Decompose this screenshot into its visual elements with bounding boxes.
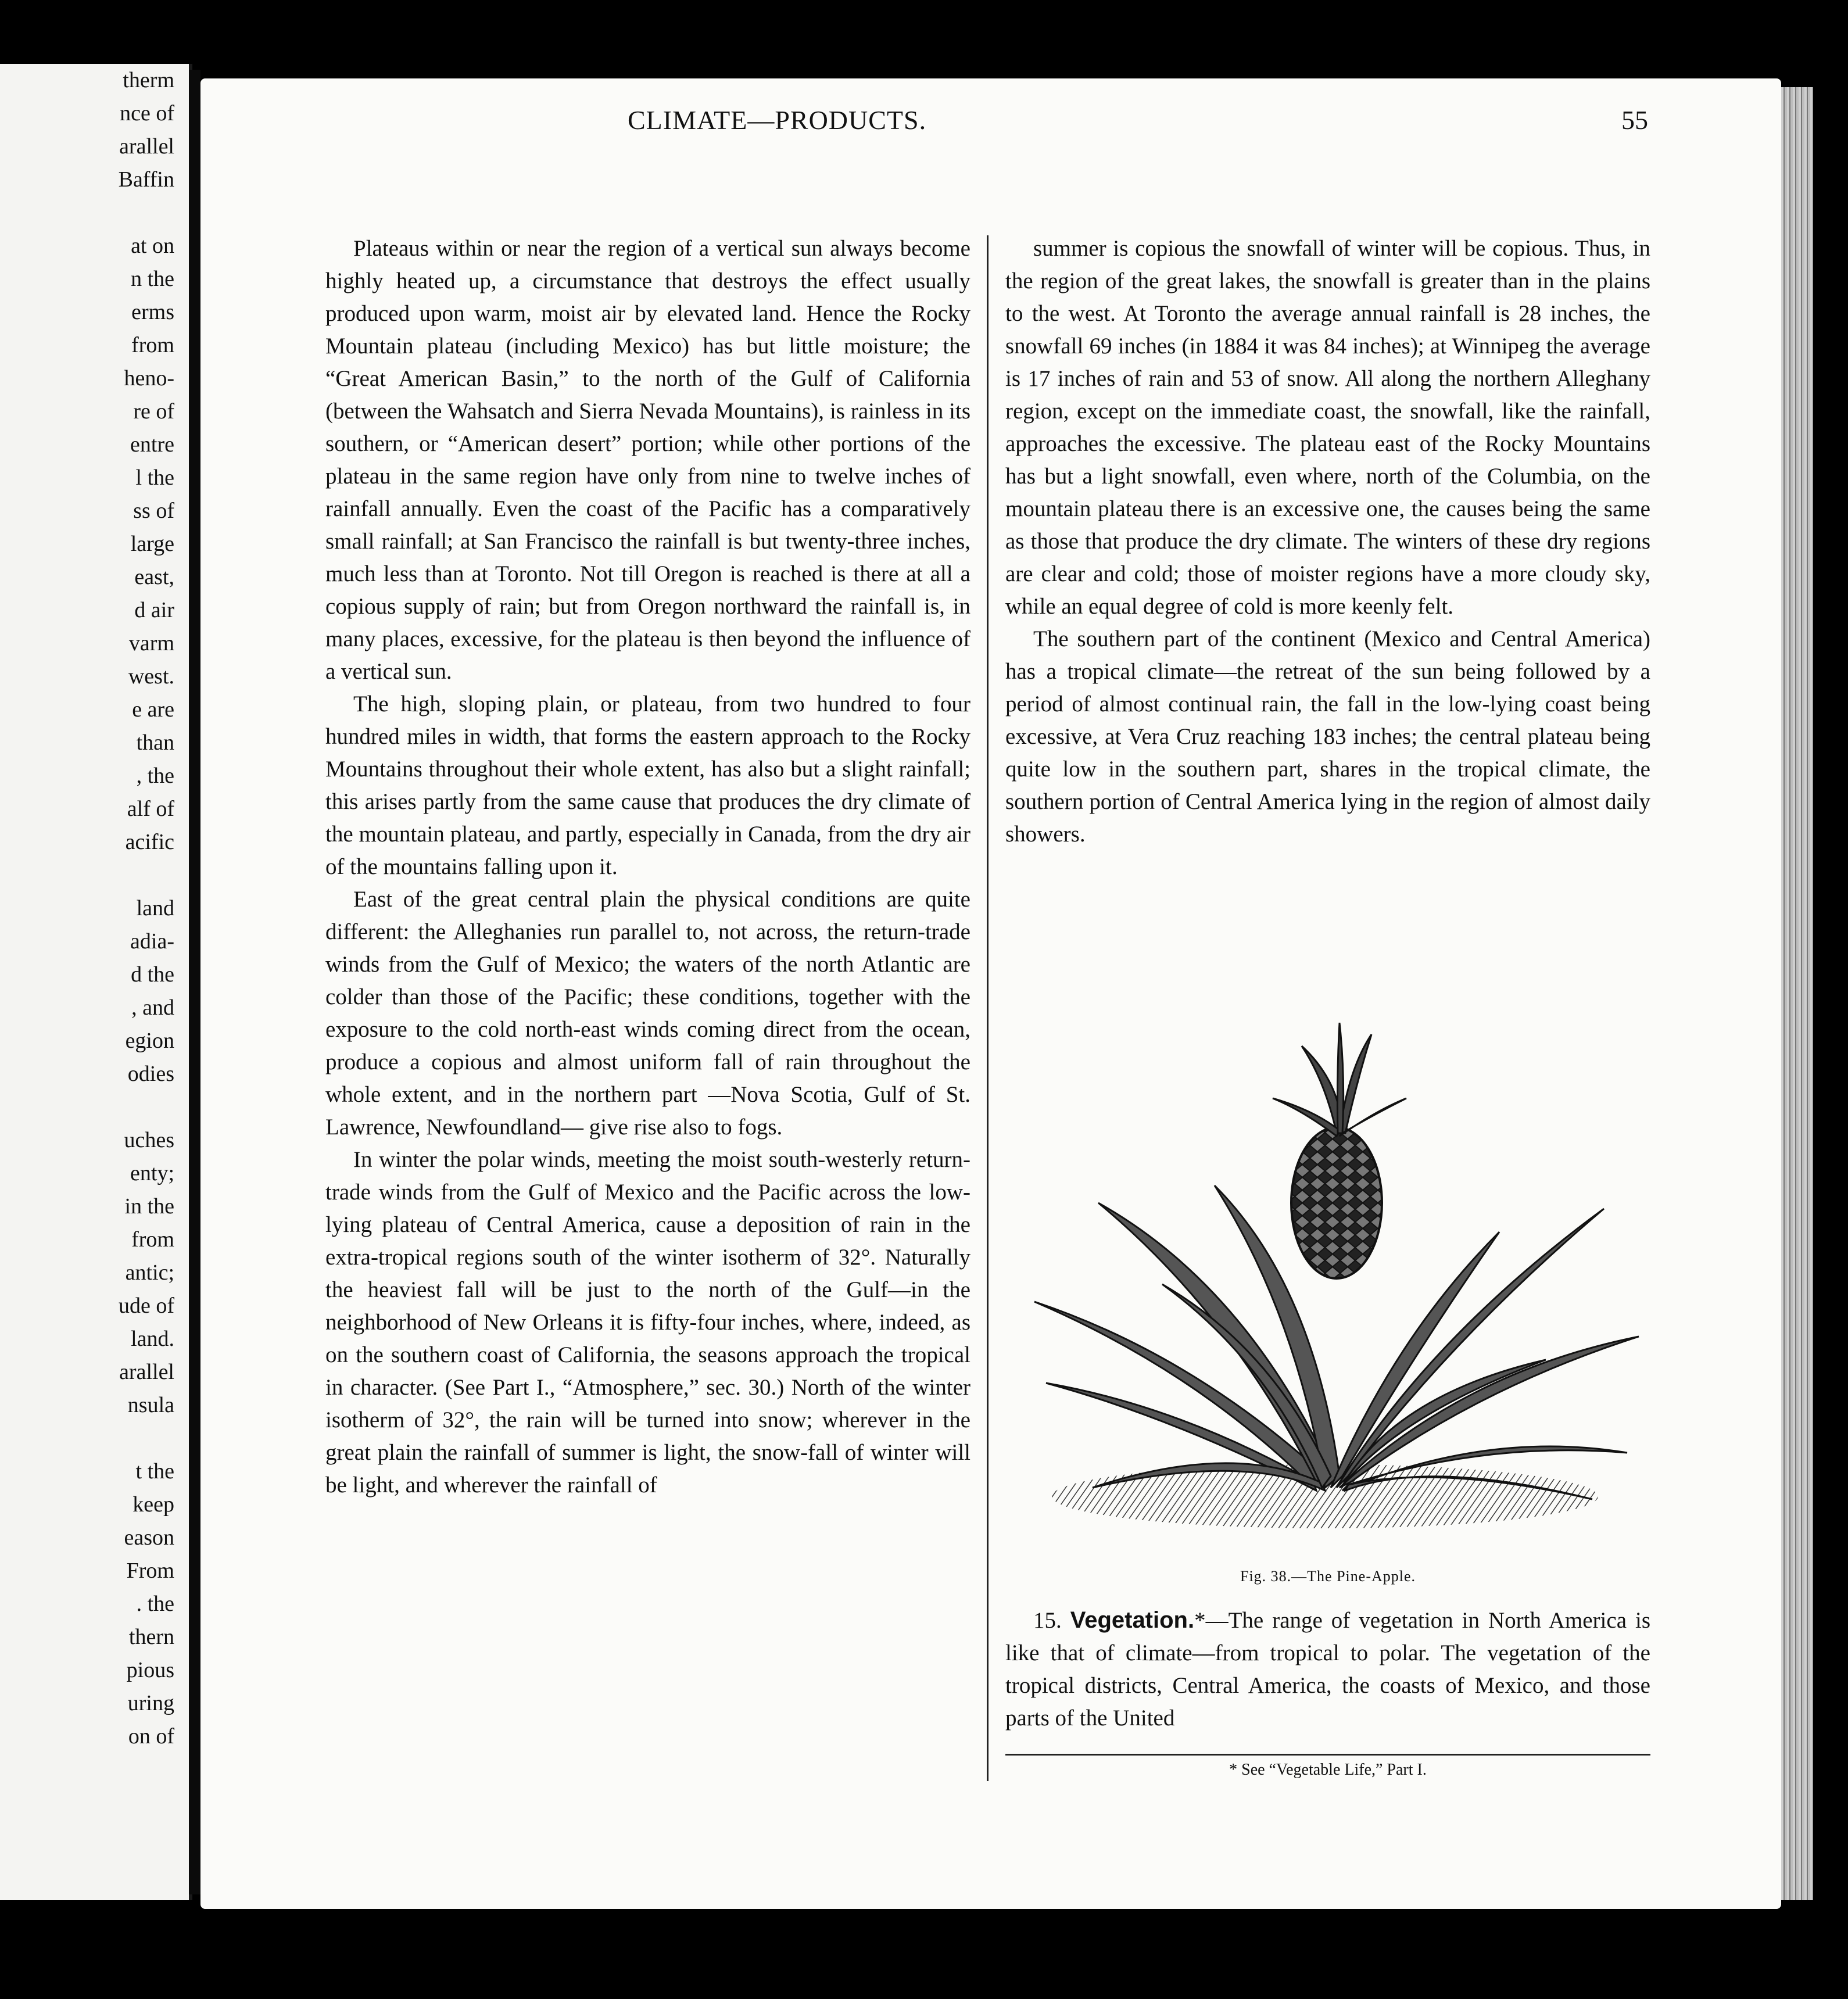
facing-page-fragment: n the [131,267,174,291]
facing-page-fragment: from [131,1227,174,1252]
facing-page-fragment: uring [127,1691,174,1715]
facing-page-fragment: l the [135,465,174,490]
facing-page-fragment: thern [128,1625,174,1649]
facing-page-fragment: egion [125,1029,174,1053]
facing-page-fragment: west. [128,664,174,689]
facing-page-fragment: t the [135,1459,174,1484]
facing-page-fragment: . the [136,1592,174,1616]
facing-page-fragment: in the [124,1194,174,1219]
facing-page-fragment: e are [132,697,174,722]
facing-page-fragment: arallel [119,1360,174,1384]
facing-page-text [0,64,174,1753]
facing-page-fragment: uches [124,1128,174,1152]
facing-page-fragment: therm [123,68,174,92]
facing-page-fragment: entre [130,432,174,457]
left-text-column [325,232,970,1502]
facing-page-fragment: east, [134,565,174,589]
right-text-column [1005,232,1650,851]
section-15 [1005,1604,1650,1735]
column-divider [987,235,989,1781]
section-paragraph [1005,1604,1650,1735]
facing-page-fragment: From [126,1559,174,1583]
figure-caption: Fig. 38.—The Pine-Apple. [1240,1568,1416,1585]
facing-page-fragment: ss of [133,499,174,523]
section-heading: Vegetation. [1070,1607,1195,1633]
facing-page-fragment: at on [131,234,174,258]
facing-page-fragment: , the [136,764,174,788]
section-number: 15. [1033,1608,1062,1633]
facing-page-fragment: large [130,532,174,556]
facing-page-fragment: land [136,896,174,920]
footnote: * See “Vegetable Life,” Part I. [1229,1761,1427,1779]
page-edge [1781,87,1813,1900]
facing-page-fragment: erms [131,300,174,324]
facing-page-fragment: from [131,333,174,357]
facing-page-fragment: arallel [119,134,174,159]
paragraph: The high, sloping plain, or plateau, from two hundred to four hundred miles in width, that forms the eastern approach to the Rocky Mountains throughout their whole extent, has also but a slight rainfall; this arises partly from the same cause that produces the dry climate of the mountain plateau, and partly, especially in Canada, from the dry air of the mountains falling upon it. [325,692,970,879]
facing-page-fragment: enty; [130,1161,174,1185]
facing-page-fragment: d the [131,962,174,987]
book-gutter [189,70,200,1894]
facing-page [0,64,192,1900]
paragraph: The southern part of the continent (Mexico and Central America) has a tropical climate—the retreat of the sun being followed by a period of almost continual rain, the fall in the low-lying coast being excessive, at Vera Cruz reaching 183 inches; the central plateau being quite low in the southern part, shares in the tropical climate, the southern portion of Central America lying in the region of almost daily showers. [1005,626,1650,847]
facing-page-fragment: Baffin [118,167,174,192]
facing-page-fragment: alf of [127,797,174,821]
facing-page-fragment: re of [133,399,174,424]
paragraph: East of the great central plain the physical conditions are quite different: the Alleghanies run parallel to, not across, the return-trade winds from the Gulf of Mexico; the waters of the north Atlantic are colder than those of the Pacific; these conditions, together with the exposure to the cold north-east winds coming direct from the ocean, produce a copious and almost uniform fall of rain throughout the whole extent, and in the northern part —Nova Scotia, Gulf of St. Lawrence, Newfoundland— give rise also to fogs. [325,887,970,1140]
facing-page-fragment: antic; [125,1260,174,1285]
facing-page-fragment: keep [132,1492,174,1517]
facing-page-fragment: pious [126,1658,174,1682]
facing-page-fragment: nsula [127,1393,174,1417]
facing-page-fragment: varm [128,631,174,655]
facing-page-fragment [0,196,174,230]
facing-page-fragment: than [136,730,174,755]
facing-page-fragment: on of [128,1724,174,1749]
facing-page-fragment [0,1091,174,1124]
page-number: 55 [1621,105,1648,135]
paragraph: Plateaus within or near the region of a vertical sun always become highly heated up, a circumstance that destroys the effect usually produced upon warm, moist air by elevated land. Hence the Rocky Mountain plateau (including Mexico) has but little moisture; the “Great American Basin,” to the north of the Gulf of California (between the Wahsatch and Sierra Nevada Mountains), is rainless in its southern, or “American desert” portion; while other portions of the plateau in the same region have only from nine to twelve inches of rainfall annually. Even the coast of the Pacific has a comparatively small rainfall; at San Francisco the rainfall is but twenty-three inches, much less than at Toronto. Not till Oregon is reached is there at all a copious supply of rain; but from Oregon northward the rainfall is, in many places, excessive, for the plateau is then beyond the influence of a vertical sun. [325,236,970,684]
facing-page-fragment: ude of [118,1294,174,1318]
footnote-marker: * [1194,1608,1206,1633]
facing-page-fragment [0,1422,174,1455]
pineapple-figure [1023,1011,1650,1546]
facing-page-fragment [0,859,174,892]
facing-page-fragment: , and [131,995,174,1020]
facing-page-fragment: adia- [130,929,174,954]
facing-page-fragment: d air [134,598,174,622]
facing-page-fragment: heno- [124,366,174,391]
facing-page-fragment: nce of [120,101,174,126]
facing-page-fragment: eason [124,1525,174,1550]
facing-page-fragment: land. [131,1327,174,1351]
pineapple-plant-icon [1023,1011,1650,1546]
paragraph: In winter the polar winds, meeting the moist south-westerly return-trade winds from the Gulf of Mexico and the Pacific across the low-lying plateau of Central America, cause a deposition of rain in the extra-tropical regions south of the winter isotherm of 32°. Naturally the heaviest fall will be just to the north of the Gulf—in the neighborhood of New Orleans it is fifty-four inches, where, indeed, as on the southern coast of California, the seasons approach the tropical in character. (See Part I., “Atmosphere,” sec. 30.) North of the winter isotherm of 32°, the rain will be turned into snow; wherever in the great plain the rainfall of summer is light, the snow-fall of winter will be light, and wherever the rainfall of [325,1147,970,1498]
facing-page-fragment: acific [125,830,174,854]
footnote-rule [1005,1754,1650,1756]
section-text: —The range of vegetation in North America is like that of climate—from tropical to polar. The vegetation of the tropical districts, Central America, the coasts of Mexico, and those parts of the United [1005,1608,1650,1731]
paragraph: summer is copious the snowfall of winter will be copious. Thus, in the region of the great lakes, the snowfall is greater than in the plains to the west. At Toronto the average annual rainfall is 28 inches, the snowfall 69 inches (in 1884 it was 84 inches); at Winnipeg the average is 17 inches of rain and 53 of snow. All along the northern Alleghany region, except on the immediate coast, the snowfall, like the rainfall, approaches the excessive. The plateau east of the Rocky Mountains has but a light snowfall, even where, north of the Columbia, on the mountain plateau there is an excessive one, the causes being the same as those that produce the dry climate. The winters of these dry regions are clear and cold; those of moister regions have a more cloudy sky, while an equal degree of cold is more keenly felt. [1005,236,1650,619]
running-head: CLIMATE—PRODUCTS. [628,105,927,135]
facing-page-fragment: odies [127,1062,174,1086]
